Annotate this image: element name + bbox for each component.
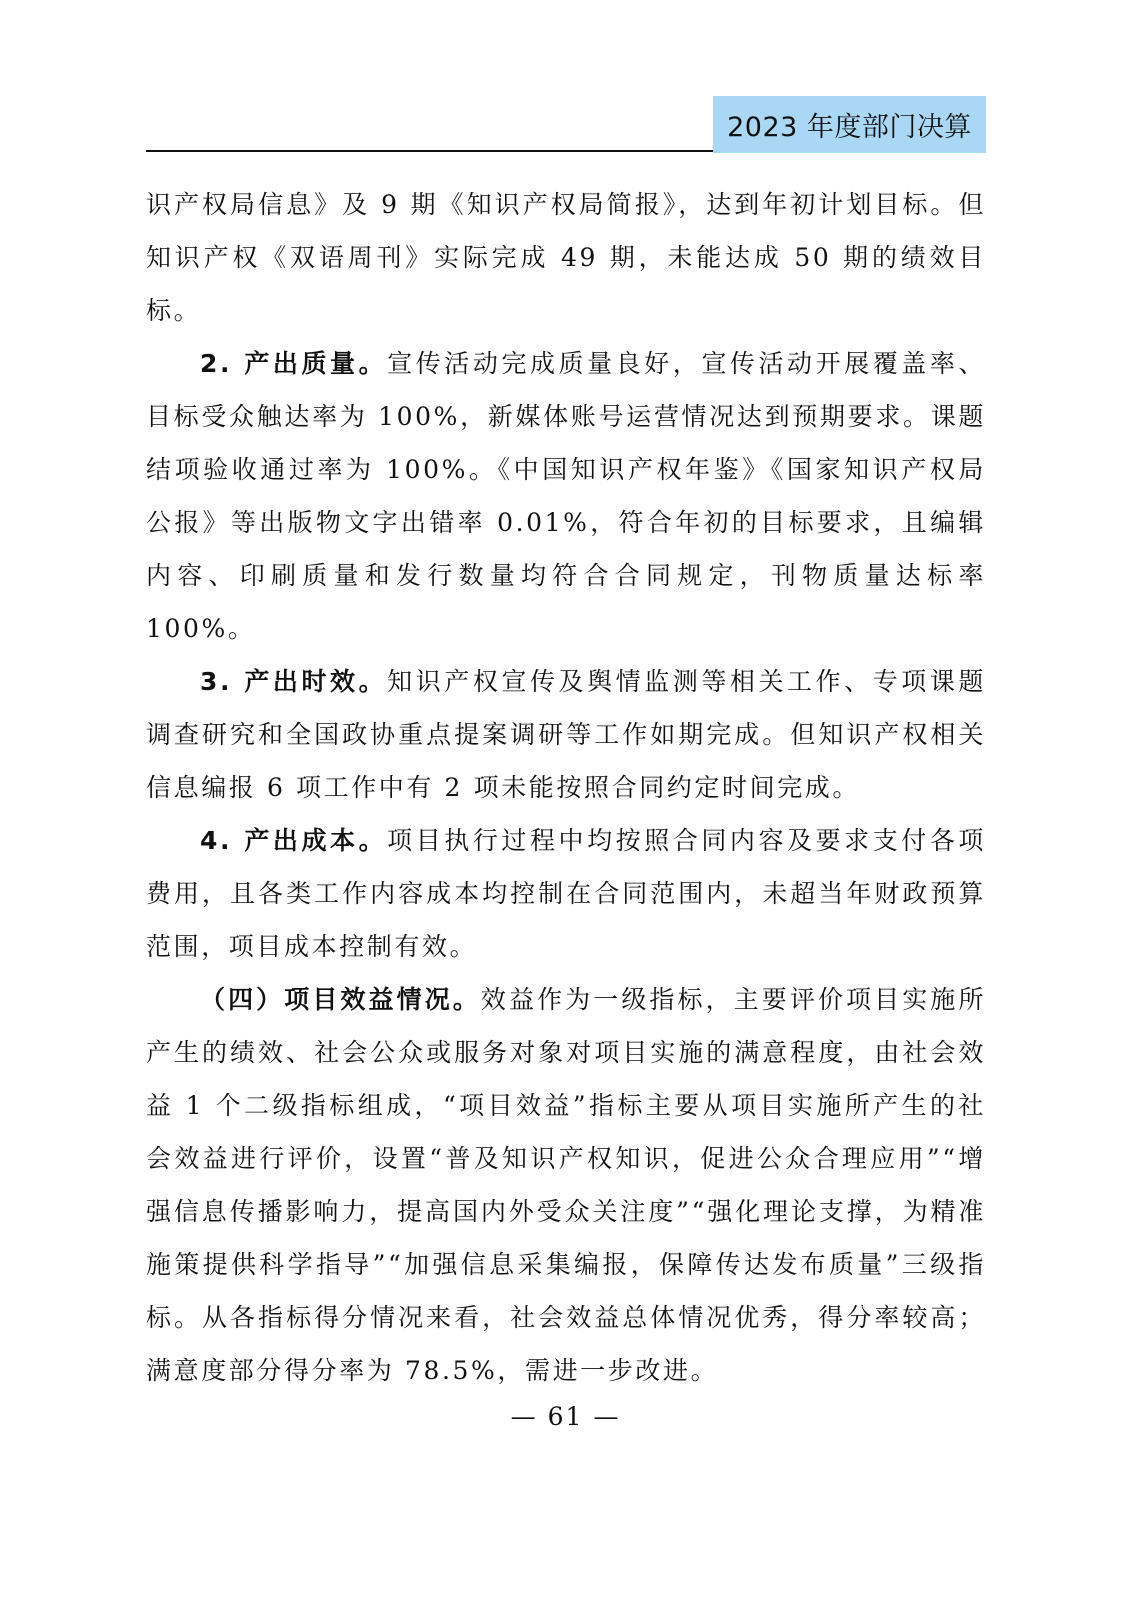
header-badge: 2023 年度部门决算 <box>713 96 986 153</box>
paragraph-text: 项目执行过程中均按照合同内容及要求支付各项费用，且各类工作内容成本均控制在合同范围内，未超当年财政预算范围，项目成本控制有效。 <box>146 826 986 961</box>
paragraph-output-cost <box>146 814 986 973</box>
paragraph-text: 宣传活动完成质量良好，宣传活动开展覆盖率、目标受众触达率为 100%，新媒体账号运营情况达到预期要求。课题结项验收通过率为 100%。《中国知识产权年鉴》《国家知识产权局公报》等出版物文字出错率 0.01%，符合年初的目标要求，且编辑内容、印刷质量和发行数量均符合合同规定，刊物质量达标率 100%。 <box>146 349 986 643</box>
paragraph-text: 效益作为一级指标，主要评价项目实施所产生的绩效、社会公众或服务对象对项目实施的满意程度，由社会效益 1 个二级指标组成，“项目效益”指标主要从项目实施所产生的社会效益进行评价，设置“普及知识产权知识，促进公众合理应用”“增强信息传播影响力，提高国内外受众关注度”“强化理论支撑，为精准施策提供科学指导”“加强信息采集编报，保障传达发布质量”三级指标。从各指标得分情况来看，社会效益总体情况优秀，得分率较高；满意度部分得分率为 78.5%，需进一步改进。 <box>146 985 986 1385</box>
header-rule <box>146 150 713 152</box>
paragraph-heading: 4. 产出成本。 <box>200 826 388 855</box>
paragraph-heading: 3. 产出时效。 <box>200 667 388 696</box>
paragraph-output-quantity-continued <box>146 178 986 337</box>
paragraph-text: 识产权局信息》及 9 期《知识产权局简报》，达到年初计划目标。但知识产权《双语周刊》实际完成 49 期，未能达成 50 期的绩效目标。 <box>146 190 986 325</box>
paragraph-output-quality <box>146 337 986 655</box>
paragraph-heading: （四）项目效益情况。 <box>200 985 481 1014</box>
paragraph-text: 知识产权宣传及舆情监测等相关工作、专项课题调查研究和全国政协重点提案调研等工作如期完成。但知识产权相关信息编报 6 项工作中有 2 项未能按照合同约定时间完成。 <box>146 667 986 802</box>
paragraph-heading: 2. 产出质量。 <box>200 349 388 378</box>
page-number: — 61 — <box>510 1402 621 1431</box>
paragraph-project-benefits <box>146 973 986 1397</box>
paragraph-output-timeliness <box>146 655 986 814</box>
document-body <box>146 178 986 1397</box>
